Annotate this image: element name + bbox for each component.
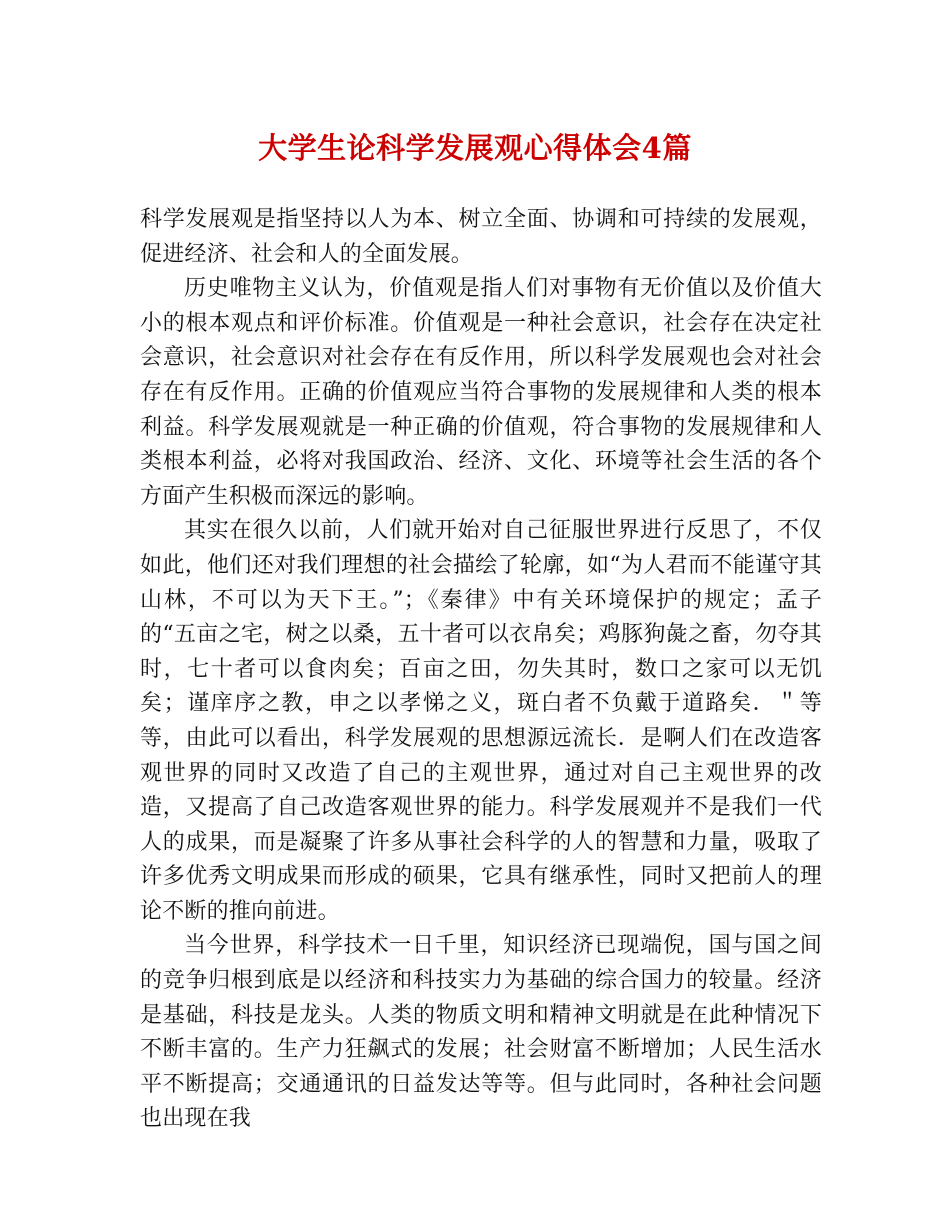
paragraph-modern-world: 当今世界，科学技术一日千里，知识经济已现端倪，国与国之间的竞争归根到底是以经济和科技实力为基础的综合国力的较量。经济是基础，科技是龙头。人类的物质文明和精神文明就是在此种情况下不断丰富的。生产力狂飙式的发展；社会财富不断增加；人民生活水平不断提高；交通通讯的日益发达等等。但与此同时，各种社会问题也出现在我 [140, 933, 822, 1132]
paragraph-intro: 科学发展观是指坚持以人为本、树立全面、协调和可持续的发展观，促进经济、社会和人的全面发展。 [140, 207, 822, 267]
paragraph-history: 其实在很久以前，人们就开始对自己征服世界进行反思了，不仅如此，他们还对我们理想的社会描绘了轮廓，如“为人君而不能谨守其山林，不可以为天下王。”；《秦律》中有关环境保护的规定；孟子的“五亩之宅，树之以桑，五十者可以衣帛矣；鸡豚狗彘之畜，勿夺其时，七十者可以食肉矣；百亩之田，勿失其时，数口之家可以无饥矣；谨庠序之教，申之以孝悌之义，斑白者不负戴于道路矣．＂等等，由此可以看出，科学发展观的思想源远流长．是啊人们在改造客观世界的同时又改造了自己的主观世界，通过对自己主观世界的改造，又提高了自己改造客观世界的能力。科学发展观并不是我们一代人的成果，而是凝聚了许多从事社会科学的人的智慧和力量，吸取了许多优秀文明成果而形成的硕果，它具有继承性，同时又把前人的理论不断的推向前进。 [140, 518, 822, 924]
document-body [140, 203, 822, 1137]
paragraph-values: 历史唯物主义认为，价值观是指人们对事物有无价值以及价值大小的根本观点和评价标准。价值观是一种社会意识，社会存在决定社会意识，社会意识对社会存在有反作用，所以科学发展观也会对社会存在有反作用。正确的价值观应当符合事物的发展规律和人类的根本利益。科学发展观就是一种正确的价值观，符合事物的发展规律和人类根本利益，必将对我国政治、经济、文化、环境等社会生活的各个方面产生积极而深远的影响。 [140, 276, 822, 509]
document-title: 大学生论科学发展观心得体会4篇 [258, 131, 692, 165]
